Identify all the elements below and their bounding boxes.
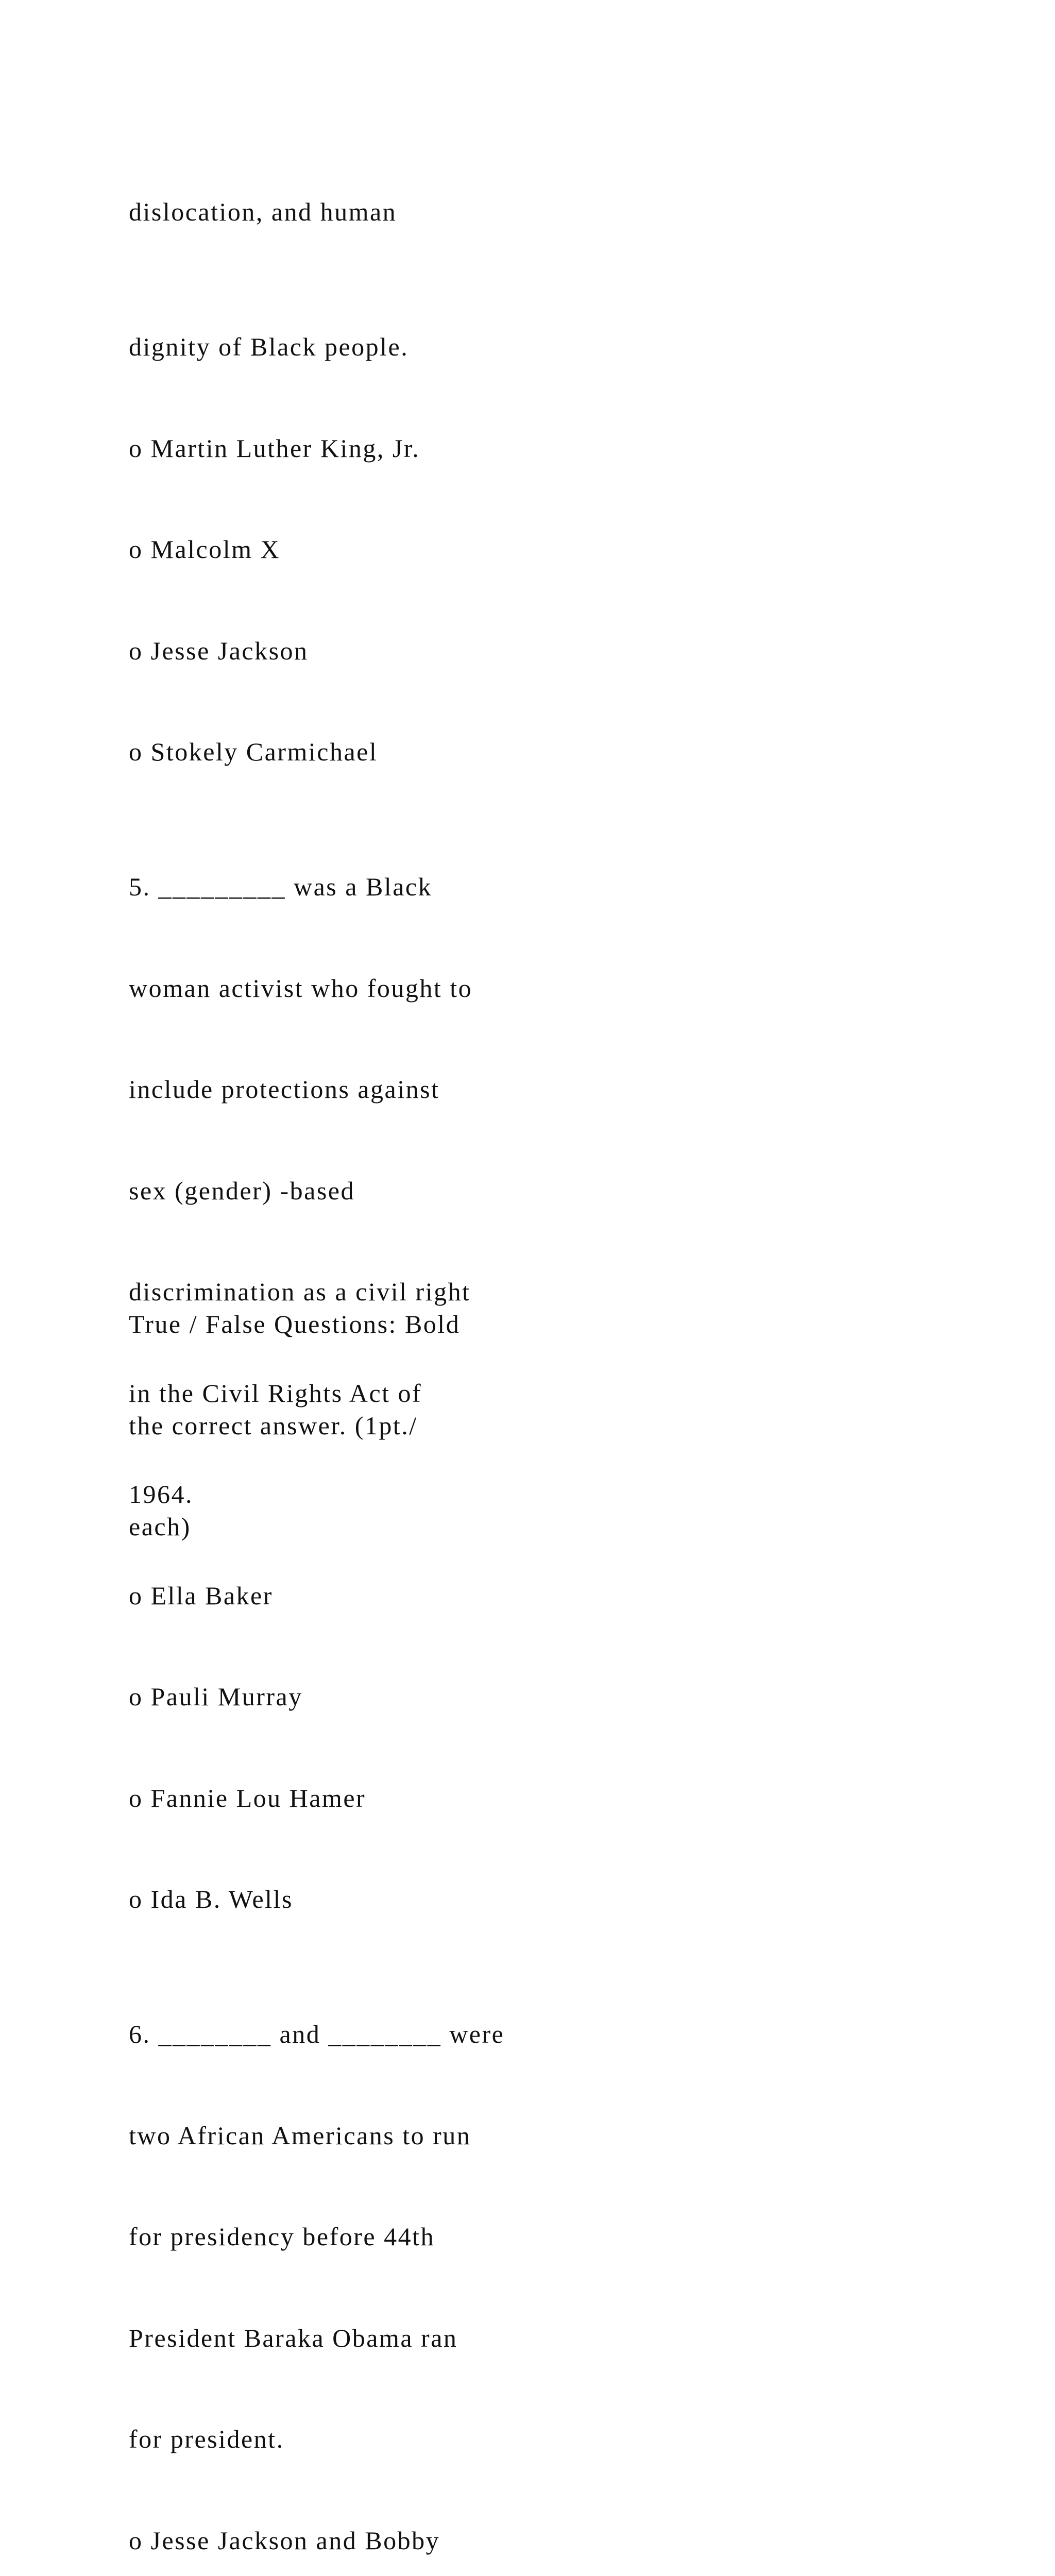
option-item: o Fannie Lou Hamer xyxy=(129,1783,366,1812)
option-item: o Ella Baker xyxy=(129,1581,273,1610)
question-5-line: discrimination as a civil right xyxy=(129,1277,471,1306)
question-5-line: in the Civil Rights Act of xyxy=(129,1378,422,1408)
section-heading-line: True / False Questions: Bold xyxy=(129,1310,461,1338)
text-line: dislocation, and human xyxy=(129,197,397,226)
true-false-header xyxy=(129,1240,953,1612)
question-5-line: woman activist who fought to xyxy=(129,973,473,1003)
question-5-line: sex (gender) -based xyxy=(129,1176,355,1205)
option-item: o Jesse Jackson and Bobby xyxy=(129,2526,440,2555)
option-item: o Pauli Murray xyxy=(129,1682,303,1711)
question-6-line: for president. xyxy=(129,2425,284,2453)
question-6-line: for presidency before 44th xyxy=(129,2222,435,2251)
option-item: o Martin Luther King, Jr. xyxy=(129,433,420,463)
question-6-line: 6. ________ and ________ were xyxy=(129,2020,505,2048)
question-5-line: 1964. xyxy=(129,1480,193,1509)
question-5-line: include protections against xyxy=(129,1075,440,1104)
section-heading-line: each) xyxy=(129,1512,191,1541)
option-item: o Malcolm X xyxy=(129,535,281,564)
question-5-line: 5. _________ was a Black xyxy=(129,872,433,901)
option-item: o Jesse Jackson xyxy=(129,636,309,665)
question-6-line: two African Americans to run xyxy=(129,2121,471,2150)
option-item: o Ida B. Wells xyxy=(129,1885,293,1913)
section-heading-line: the correct answer. (1pt./ xyxy=(129,1411,418,1440)
option-item: o Stokely Carmichael xyxy=(129,737,378,766)
question-4-tail: dignity of Black people. xyxy=(129,332,409,361)
question-6-line: President Baraka Obama ran xyxy=(129,2323,458,2352)
